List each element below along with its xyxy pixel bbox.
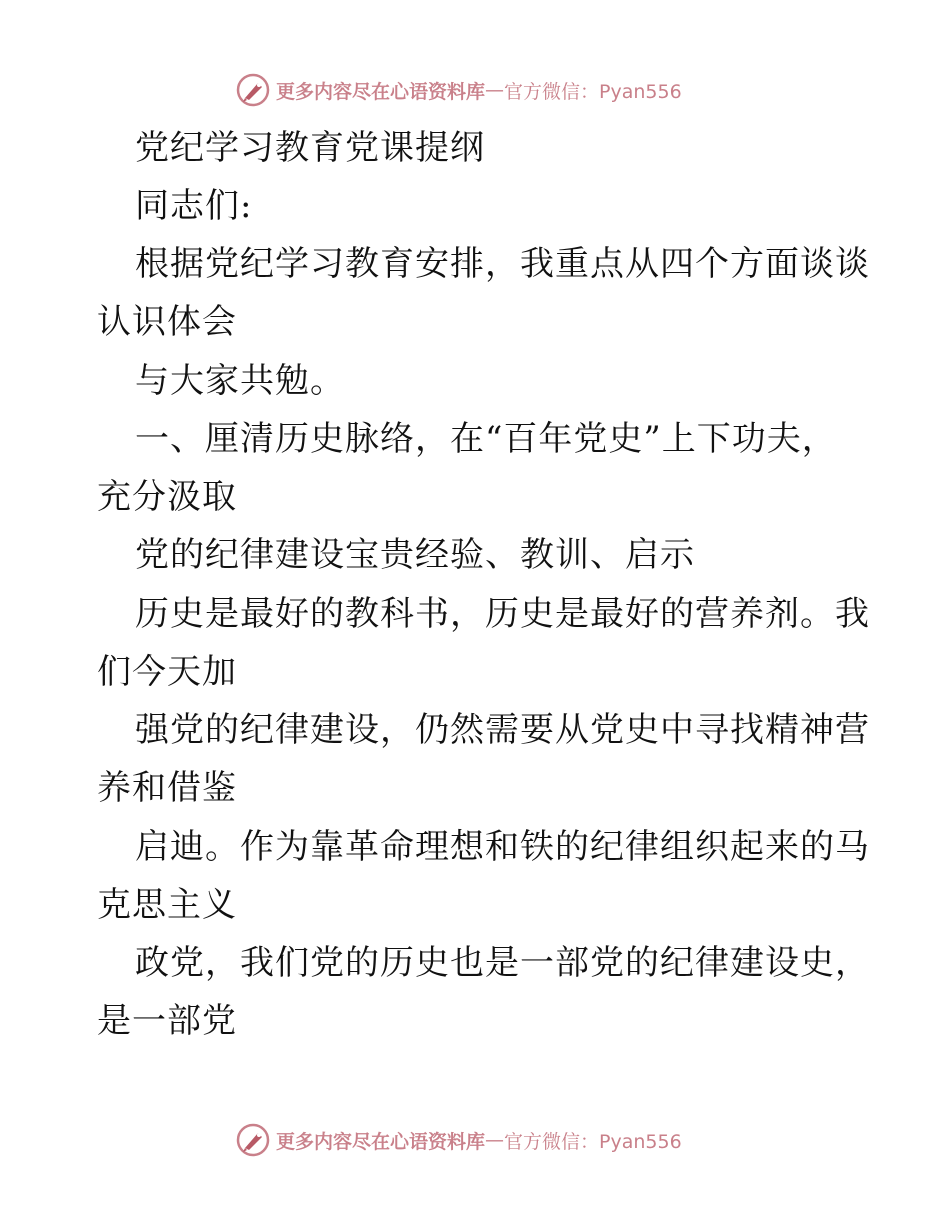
paragraph-line: 政党，我们党的历史也是一部党的纪律建设史， [135,943,870,983]
header-watermark-banner [236,72,682,108]
paragraph-line: 认识体会 [97,302,237,342]
paragraph-line: 们今天加 [97,652,237,692]
paragraph-line: 强党的纪律建设，仍然需要从党史中寻找精神营 [135,710,870,750]
paragraph-line: 是一部党 [97,1001,237,1041]
document-title: 党纪学习教育党课提纲 [135,128,485,168]
section-heading-cont: 充分汲取 [97,477,237,517]
paragraph-line: 根据党纪学习教育安排，我重点从四个方面谈谈 [135,244,870,284]
paragraph-line: 克思主义 [97,885,237,925]
paragraph-line: 与大家共勉。 [135,361,345,401]
header-wechat-text: 官方微信：Pyan556 [504,80,682,103]
paragraph-line: 养和借鉴 [97,768,237,808]
header-dash: — [485,79,505,101]
section-heading: 一、厘清历史脉络，在“百年党史”上下功夫， [135,419,837,459]
paragraph-line: 党的纪律建设宝贵经验、教训、启示 [135,535,695,575]
pen-quill-circle-icon [236,73,270,107]
paragraph-line: 启迪。作为靠革命理想和铁的纪律组织起来的马 [135,827,870,867]
pen-quill-circle-icon [236,1123,270,1157]
paragraph-line: 历史是最好的教科书，历史是最好的营养剂。我 [135,594,870,634]
footer-brand-text: 更多内容尽在心语资料库 [276,1130,486,1153]
paragraph-line: 同志们: [135,186,253,226]
footer-watermark-banner [236,1122,682,1158]
header-brand-text: 更多内容尽在心语资料库 [276,80,486,103]
footer-dash: — [485,1129,505,1151]
footer-wechat-text: 官方微信：Pyan556 [504,1130,682,1153]
